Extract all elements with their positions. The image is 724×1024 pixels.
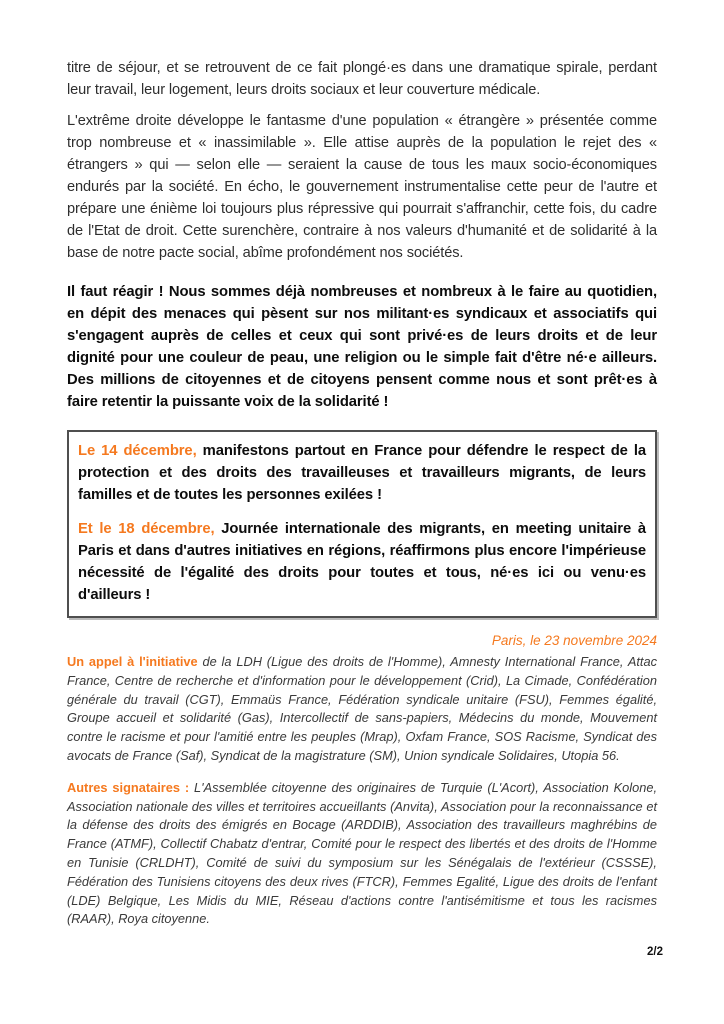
paragraph-residence-permit: titre de séjour, et se retrouvent de ce fait plongé·es dans une dramatique spirale, perdant leur travail, leur logement, leurs droits sociaux et leur couverture médicale. (67, 60, 657, 98)
other-signatories (67, 779, 657, 929)
callout-december-18-date: Et le 18 décembre, (78, 521, 215, 537)
paragraph-far-right: L'extrême droite développe le fantasme d'une population « étrangère » présentée comme trop nombreuse et « inassimilable ». Elle attise auprès de la population le rejet des « étrangers » qui — selon elle — seraient la cause de tous les maux socio-économiques endurés par la société. En écho, le gouvernement instrumentalise cette peur de l'autre et prépare une énième loi toujours plus répressive qui pourrait s'affranchir, cette fois, du cadre de l'Etat de droit. Cette surenchère, contraire à nos valeurs d'humanité et de solidarité à la base de notre pacte social, abîme profondément nos sociétés. (67, 113, 657, 261)
callout-box (67, 430, 657, 618)
page-number: 2/2 (647, 946, 663, 958)
initiative-signatories (67, 653, 657, 766)
initiative-signatories-list: de la LDH (Ligue des droits de l'Homme), Amnesty International France, Attac France, Centre de recherche et d'information pour le développement (Crid), La Cimade, Confédération générale du travail (CGT), Emmaüs France, Fédération syndicale unitaire (FSU), Femmes égalité, Groupe accueil et solidarité (Gas), Intercollectif de sans-papiers, Médecins du monde, Mouvement contre le racisme et pour l'amitié entre les peuples (Mrap), Oxfam France, SOS Racisme, Syndicat des avocats de France (Saf), Syndicat de la magistrature (SM), Union syndicale Solidaires, Utopia 56. (67, 654, 657, 763)
callout-december-18 (78, 518, 646, 606)
paragraph-call-to-react: Il faut réagir ! Nous sommes déjà nombreuses et nombreux à le faire au quotidien, en dépit des menaces qui pèsent sur nos militant·es syndicaux et associatifs qui s'engagent auprès de celles et ceux qui sont privé·es de leurs droits et de leur dignité pour une couleur de peau, une religion ou le simple fait d'être né·e ailleurs. Des millions de citoyennes et de citoyens pensent comme nous et sont prêt·es à faire retentir la puissante voix de la solidarité ! (67, 284, 657, 410)
callout-december-18-text: Journée internationale des migrants, en meeting unitaire à Paris et dans d'autres initiatives en régions, réaffirmons plus encore l'impérieuse nécessité de l'égalité des droits pour toutes et tous, né·es ici ou venu·es d'ailleurs ! (78, 521, 646, 603)
callout-december-14-text: manifestons partout en France pour défendre le respect de la protection et des droits des travailleuses et travailleurs migrants, de leurs familles et de toutes les personnes exilées ! (78, 443, 646, 503)
callout-december-14 (78, 440, 646, 506)
dateline: Paris, le 23 novembre 2024 (491, 633, 657, 648)
other-signatories-label: Autres signataires : (67, 779, 190, 795)
initiative-signatories-label: Un appel à l'initiative (67, 654, 198, 669)
other-signatories-list: L'Assemblée citoyenne des originaires de Turquie (L'Acort), Association Kolone, Association nationale des villes et territoires accueillants (Anvita), Association pour la reconnaissance et la défense des droits des émigrés en Bocage (ARDDIB), Association des travailleurs maghrébins de France (ATMF), Collectif Chabatz d'entrar, Comité pour le respect des libertés et des droits de l'Homme en Tunisie (CRLDHT), Comité de suivi du symposium sur les Sénégalais de l'extérieur (CSSSE), Fédération des Tunisiens citoyens des deux rives (FTCR), Femmes Egalité, Ligue des droits de l'enfant (LDE) Belgique, Les Midis du MIE, Réseau d'actions contre l'antisémitisme et tous les racismes (RAAR), Roya citoyenne. (67, 779, 658, 927)
callout-december-14-date: Le 14 décembre, (78, 443, 197, 459)
